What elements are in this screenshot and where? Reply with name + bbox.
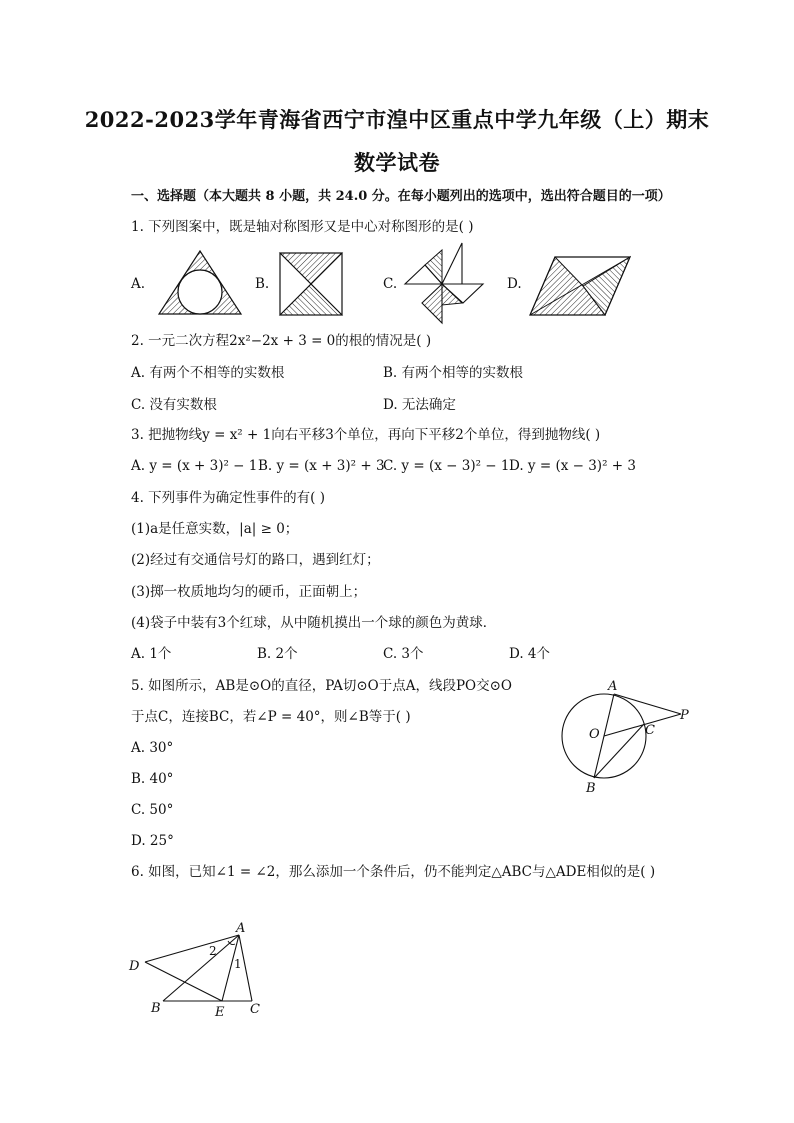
q6-label-angle-2: 2	[209, 944, 217, 958]
section-heading: 一、选择题（本大题共 8 小题，共 24.0 分。在每小题列出的选项中，选出符合题目的一项）	[131, 189, 671, 204]
paper-title-line1: 2022-2023学年青海省西宁市湟中区重点中学九年级（上）期末	[84, 107, 710, 132]
q1-label-d: D.	[507, 276, 522, 292]
q4-option-a: A. 1个	[131, 646, 172, 662]
q6-label-a: A	[236, 921, 246, 936]
q2-option-d: D. 无法确定	[383, 397, 456, 413]
q5-label-b: B	[586, 781, 596, 796]
q1-label-c: C.	[383, 276, 398, 292]
q6-label-b: B	[151, 1001, 161, 1016]
q5-label-p: P	[680, 708, 689, 723]
q5-label-o: O	[589, 727, 600, 742]
q4-stem: 4. 下列事件为确定性事件的有( )	[131, 490, 325, 506]
q4-option-d: D. 4个	[509, 646, 551, 662]
paper-title-line2: 数学试卷	[354, 150, 440, 175]
q4-item-3: (3)掷一枚质地均匀的硬币，正面朝上；	[131, 584, 367, 600]
q5-stem-line1: 5. 如图所示，AB是⊙O的直径，PA切⊙O于点A，线段PO交⊙O	[131, 678, 512, 694]
q6-segment-de	[145, 962, 222, 1001]
q5-option-c: C. 50°	[131, 802, 174, 818]
q4-item-2: (2)经过有交通信号灯的路口，遇到红灯；	[131, 552, 380, 568]
q6-segment-ab	[163, 935, 239, 1001]
q5-label-c: C	[645, 723, 655, 738]
q6-label-angle-1: 1	[234, 957, 242, 971]
q1-label-a: A.	[131, 276, 146, 292]
q4-option-c: C. 3个	[383, 646, 424, 662]
q3-option-c: C. y = (x − 3)² − 1	[383, 458, 510, 474]
q5-option-b: B. 40°	[131, 771, 174, 787]
q3-option-d: D. y = (x − 3)² + 3	[509, 458, 636, 474]
q5-option-d: D. 25°	[131, 833, 174, 849]
q3-stem: 3. 把抛物线y = x² + 1向右平移3个单位，再向下平移2个单位，得到抛物线( )	[131, 427, 601, 443]
q6-stem: 6. 如图，已知∠1 = ∠2，那么添加一个条件后，仍不能判定△ABC与△ADE相似的是( )	[131, 864, 656, 880]
q2-option-b: B. 有两个相等的实数根	[383, 365, 524, 381]
q6-label-e: E	[215, 1005, 225, 1020]
q4-item-4: (4)袋子中装有3个红球，从中随机摸出一个球的颜色为黄球．	[131, 615, 497, 631]
q6-label-d: D	[129, 959, 140, 974]
q4-item-1: (1)a是任意实数，|a| ≥ 0；	[131, 521, 299, 537]
q2-option-a: A. 有两个不相等的实数根	[131, 365, 285, 381]
q3-option-a: A. y = (x + 3)² − 1	[131, 458, 258, 474]
q5-label-a: A	[608, 679, 618, 694]
q2-stem: 2. 一元二次方程2x²−2x + 3 = 0的根的情况是( )	[131, 333, 432, 349]
q1-stem: 1. 下列图案中，既是轴对称图形又是中心对称图形的是( )	[131, 219, 474, 235]
q6-segment-ad	[145, 935, 239, 962]
q4-option-b: B. 2个	[257, 646, 298, 662]
q5-option-a: A. 30°	[131, 740, 174, 756]
q6-label-c: C	[250, 1002, 260, 1017]
q2-option-c: C. 没有实数根	[131, 397, 217, 413]
q3-option-b: B. y = (x + 3)² + 3	[258, 458, 385, 474]
q5-stem-line2: 于点C，连接BC，若∠P = 40°，则∠B等于( )	[131, 709, 411, 725]
q1-label-b: B.	[255, 276, 270, 292]
